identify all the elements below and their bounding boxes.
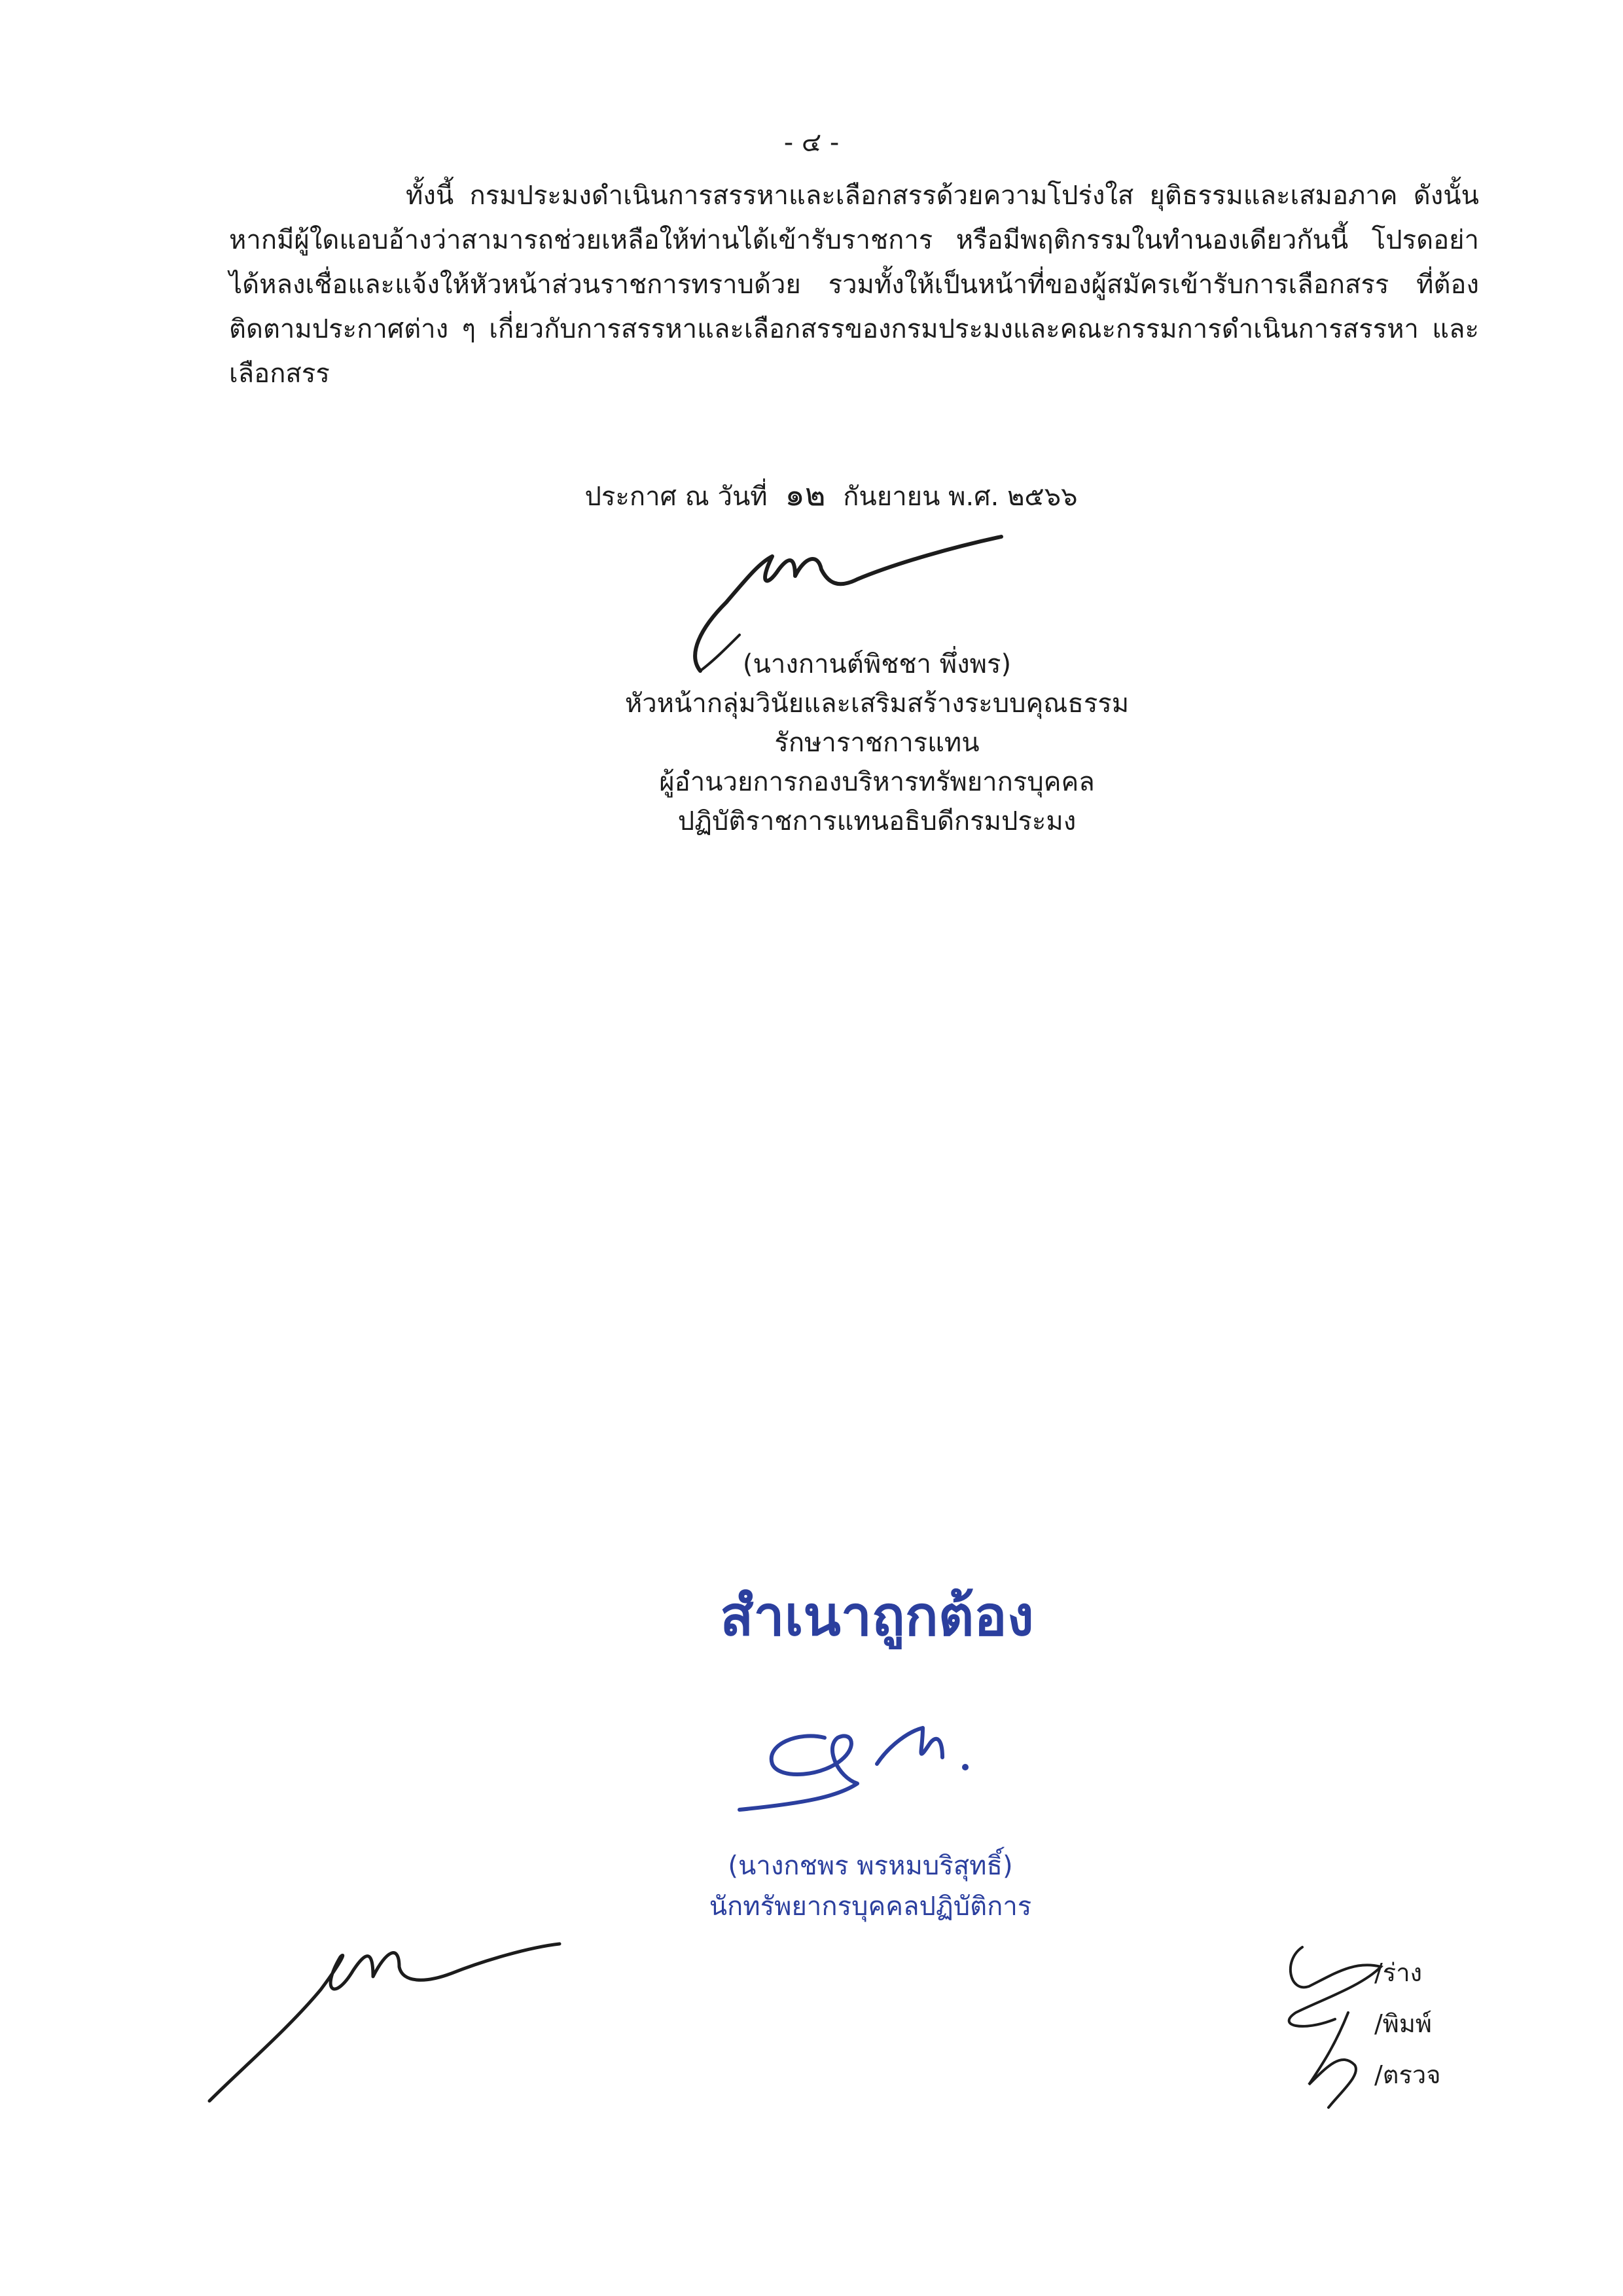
signatory-position-4: ปฏิบัติราชการแทนอธิบดีกรมประมง <box>677 806 1077 836</box>
workflow-typed: /พิมพ์ <box>1374 2009 1432 2038</box>
announcement-prefix: ประกาศ ณ วันที่ <box>584 482 768 512</box>
workflow-marks <box>1374 1947 1518 2100</box>
signatory-position-2: รักษาราชการแทน <box>774 728 980 758</box>
certifier-name: (นางกชพร พรหมบริสุทธิ์) <box>728 1851 1013 1881</box>
certifier-signature <box>726 1705 1001 1829</box>
workflow-checked: /ตรวจ <box>1374 2060 1441 2089</box>
initial-signature-left <box>203 1911 569 2108</box>
announcement-date <box>0 470 1623 520</box>
certifier-position: นักทรัพยากรบุคคลปฏิบัติการ <box>709 1892 1032 1922</box>
signatory-position-3: ผู้อำนวยการกองบริหารทรัพยากรบุคคล <box>659 767 1095 797</box>
certifier-block <box>628 1846 1113 1927</box>
certified-copy-stamp <box>681 1577 1073 1649</box>
signatory-name: (นางกานต์พิชชา พึ่งพร) <box>742 649 1012 679</box>
closing-paragraph: ทั้งนี้ กรมประมงดำเนินการสรรหาและเลือกสรรด้วยความโปร่งใส ยุติธรรมและเสมอภาค ดังนั้น หากมีผู้ใดแอบอ้างว่าสามารถช่วยเหลือให้ท่านได้เข้ารับราชการ หรือมีพฤติกรรมในทำนองเดียวกันนี้ โปรดอย่าได้หลงเชื่อและแจ้งให้หัวหน้าส่วนราชการทราบด้วย รวมทั้งให้เป็นหน้าที่ของผู้สมัครเข้ารับการเลือกสรร ที่ต้องติดตามประกาศต่าง ๆ เกี่ยวกับการสรรหาและเลือกสรรของกรมประมงและคณะกรรมการดำเนินการสรรหา และเลือกสรร <box>229 181 1479 389</box>
announcement-month-year: กันยายน พ.ศ. ๒๕๖๖ <box>843 482 1078 512</box>
announcement-day: ๑๒ <box>785 476 826 513</box>
signatory-position-1: หัวหน้ากลุ่มวินัยและเสริมสร้างระบบคุณธรรม <box>624 689 1130 719</box>
signatory-block <box>550 645 1204 841</box>
page-number: - ๔ - <box>783 128 840 158</box>
workflow-draft: /ร่าง <box>1374 1958 1423 1987</box>
body-text <box>229 173 1479 396</box>
stamp-text: สำเนาถูกต้อง <box>720 1584 1034 1648</box>
